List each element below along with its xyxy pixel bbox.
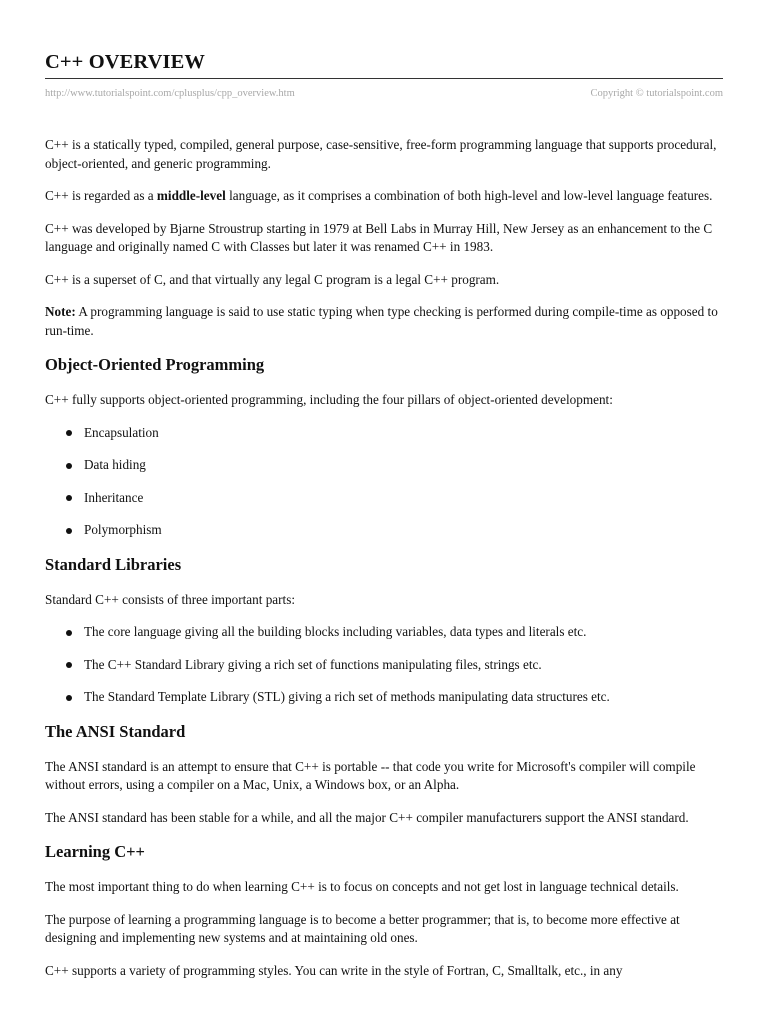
source-url: http://www.tutorialspoint.com/cplusplus/cpp_overview.htm bbox=[45, 88, 295, 99]
section-heading-standard-libraries: Standard Libraries bbox=[45, 554, 182, 574]
list-item bbox=[45, 656, 723, 675]
stdlib-intro: Standard C++ consists of three important parts: bbox=[45, 591, 296, 607]
bullet-icon bbox=[66, 495, 72, 501]
note-label: Note: bbox=[45, 304, 76, 319]
bullet-icon bbox=[66, 430, 72, 436]
list-item-text: Inheritance bbox=[84, 489, 144, 505]
oop-pillars-list bbox=[45, 424, 723, 540]
bullet-icon bbox=[66, 662, 72, 668]
article-body bbox=[45, 136, 723, 994]
list-item-text: Encapsulation bbox=[84, 424, 159, 440]
stdlib-parts-list bbox=[45, 623, 723, 707]
ansi-paragraph-2: The ANSI standard has been stable for a while, and all the major C++ compiler manufacturers support the ANSI standard. bbox=[45, 809, 689, 825]
page-title: C++ OVERVIEW bbox=[45, 51, 205, 73]
intro-paragraph-1: C++ is a statically typed, compiled, general purpose, case-sensitive, free-form programming language that supports procedural, object-oriented, and generic programming. bbox=[45, 137, 717, 171]
list-item-text: The Standard Template Library (STL) giving a rich set of methods manipulating data structures etc. bbox=[84, 689, 610, 704]
note-text: A programming language is said to use static typing when type checking is performed during compile-time as opposed to run-time. bbox=[45, 304, 718, 338]
learning-paragraph-1: The most important thing to do when learning C++ is to focus on concepts and not get lost in language technical details. bbox=[45, 879, 679, 894]
note-paragraph bbox=[45, 303, 723, 340]
list-item bbox=[45, 489, 723, 508]
title-divider bbox=[45, 78, 723, 79]
list-item-text: Data hiding bbox=[84, 457, 146, 472]
bullet-icon bbox=[66, 463, 72, 469]
copyright-notice: Copyright © tutorialspoint.com bbox=[590, 88, 723, 99]
list-item bbox=[45, 688, 723, 707]
list-item-text: The core language giving all the building blocks including variables, data types and literals etc. bbox=[84, 624, 587, 639]
intro-p2-text-after: language, as it comprises a combination of both high-level and low-level language features. bbox=[225, 188, 713, 203]
intro-paragraph-4: C++ is a superset of C, and that virtually any legal C program is a legal C++ program. bbox=[45, 271, 500, 287]
list-item-text: The C++ Standard Library giving a rich set of functions manipulating files, strings etc. bbox=[84, 656, 542, 672]
section-heading-oop: Object-Oriented Programming bbox=[45, 355, 265, 374]
middle-level-term: middle-level bbox=[156, 188, 226, 203]
oop-intro: C++ fully supports object-oriented programming, including the four pillars of object-oriented development: bbox=[45, 392, 613, 407]
bullet-icon bbox=[66, 695, 72, 701]
list-item-text: Polymorphism bbox=[84, 522, 162, 537]
section-heading-learning-cpp: Learning C++ bbox=[45, 842, 145, 861]
learning-paragraph-2: The purpose of learning a programming language is to become a better programmer; that is, to become more effective at designing and implementing new systems and at maintaining old ones. bbox=[45, 911, 680, 945]
list-item bbox=[45, 623, 723, 642]
list-item bbox=[45, 424, 723, 443]
intro-paragraph-3: C++ was developed by Bjarne Stroustrup starting in 1979 at Bell Labs in Murray Hill, New Jersey as an enhancement to the C language and originally named C with Classes but later it was renamed C++ in 1983. bbox=[45, 220, 713, 254]
list-item bbox=[45, 456, 723, 475]
section-heading-ansi-standard: The ANSI Standard bbox=[45, 721, 186, 741]
intro-paragraph-2 bbox=[45, 187, 723, 206]
ansi-paragraph-1: The ANSI standard is an attempt to ensure that C++ is portable -- that code you write for Microsoft's compiler will compile without errors, using a compiler on a Mac, Unix, a Windows box, or an Alpha. bbox=[45, 758, 696, 792]
learning-paragraph-3: C++ supports a variety of programming styles. You can write in the style of Fortran, C, Smalltalk, etc., in any bbox=[45, 962, 623, 978]
bullet-icon bbox=[66, 528, 72, 534]
list-item bbox=[45, 521, 723, 540]
bullet-icon bbox=[66, 630, 72, 636]
intro-p2-text-before: C++ is regarded as a bbox=[45, 188, 157, 203]
